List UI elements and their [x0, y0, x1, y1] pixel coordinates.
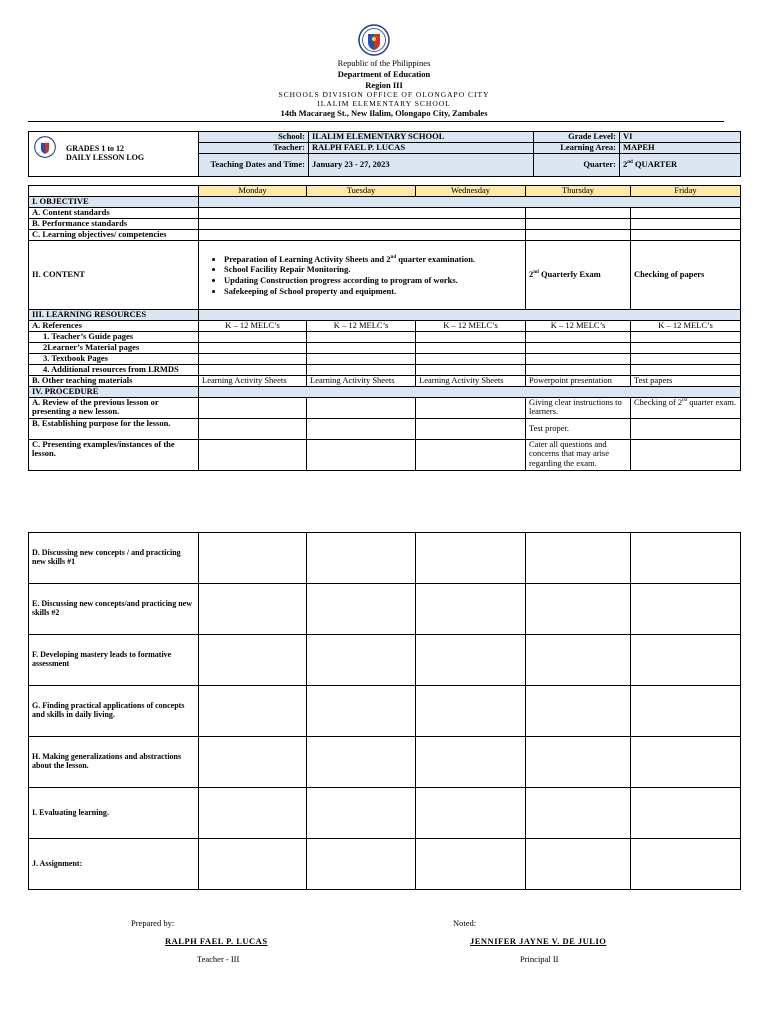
- review-thursday: Giving clear instructions to learners.: [526, 398, 631, 419]
- learning-area-label: Learning Area:: [534, 143, 620, 154]
- day-thursday: Thursday: [526, 186, 631, 197]
- info-table: [28, 131, 741, 177]
- presenting-label: C. Presenting examples/instances of the lesson.: [29, 440, 199, 471]
- grade-level-value: VI: [620, 132, 741, 143]
- review-label: A. Review of the previous lesson or presenting a new lesson.: [29, 398, 199, 419]
- purpose-thursday: Test proper.: [526, 419, 631, 440]
- region-text: Region III: [365, 80, 403, 90]
- dll-label: DAILY LESSON LOG: [66, 153, 145, 162]
- quarter-value: 2nd QUARTER: [620, 154, 741, 177]
- other-materials-label: B. Other teaching materials: [29, 376, 199, 387]
- discussing-2-label: E. Discussing new concepts/and practicing new skills #2: [29, 584, 199, 635]
- day-wednesday: Wednesday: [416, 186, 526, 197]
- prepared-by-label: Prepared by:: [131, 918, 175, 928]
- teaching-dates-label: Teaching Dates and Time:: [199, 154, 309, 177]
- discussing-1-label: D. Discussing new concepts / and practicing new skills #1: [29, 533, 199, 584]
- materials-monday: Learning Activity Sheets: [199, 376, 307, 387]
- deped-seal-small-icon: [34, 136, 56, 158]
- lesson-log-table-continued: [28, 532, 741, 890]
- list-item: • School Facility Repair Monitoring.: [224, 264, 522, 275]
- learning-area-value: MAPEH: [620, 143, 741, 154]
- prepared-by-title: Teacher - III: [197, 954, 240, 964]
- melc-wednesday: K – 12 MELC’s: [416, 321, 526, 332]
- noted-name: JENNIFER JAYNE V. DE JULIO: [470, 936, 607, 946]
- school-header-text: ILALIM ELEMENTARY SCHOOL: [317, 99, 451, 108]
- prepared-by-name: RALPH FAEL P. LUCAS: [165, 936, 268, 946]
- textbook-label: 3. Textbook Pages: [29, 354, 199, 365]
- melc-tuesday: K – 12 MELC’s: [307, 321, 416, 332]
- school-value: ILALIM ELEMENTARY SCHOOL: [309, 132, 534, 143]
- deped-seal-icon: [358, 24, 390, 56]
- content-heading: II. CONTENT: [29, 241, 199, 310]
- teacher-label: Teacher:: [199, 143, 309, 154]
- objective-heading: I. OBJECTIVE: [29, 197, 199, 208]
- list-item: • Preparation of Learning Activity Sheets and 2nd quarter examination.: [224, 254, 522, 265]
- melc-monday: K – 12 MELC’s: [199, 321, 307, 332]
- purpose-label: B. Establishing purpose for the lesson.: [29, 419, 199, 440]
- materials-tuesday: Learning Activity Sheets: [307, 376, 416, 387]
- department-text: Department of Education: [337, 69, 431, 79]
- list-item: • Safekeeping of School property and equipment.: [224, 286, 522, 297]
- objective-band: [199, 197, 741, 208]
- title-cell: [29, 132, 199, 177]
- header-divider: [28, 121, 724, 122]
- applications-label: G. Finding practical applications of concepts and skills in daily living.: [29, 686, 199, 737]
- resources-heading: III. LEARNING RESOURCES: [29, 310, 199, 321]
- noted-title: Principal II: [520, 954, 559, 964]
- performance-standards-label: B. Performance standards: [29, 219, 199, 230]
- school-label: School:: [199, 132, 309, 143]
- learner-label: 2Learner’s Material pages: [29, 343, 199, 354]
- review-friday: Checking of 2nd quarter exam.: [631, 398, 741, 419]
- mastery-label: F. Developing mastery leads to formative assessment: [29, 635, 199, 686]
- content-list: [202, 254, 522, 297]
- address-text: 14th Macaraeg St., New Ilalim, Olongapo City, Zambales: [280, 108, 488, 118]
- materials-wednesday: Learning Activity Sheets: [416, 376, 526, 387]
- grade-level-label: Grade Level:: [534, 132, 620, 143]
- objectives-label: C. Learning objectives/ competencies: [29, 230, 199, 241]
- republic-text: Republic of the Philippines: [337, 58, 431, 68]
- guide-label: 1. Teacher’s Guide pages: [29, 332, 199, 343]
- friday-content: Checking of papers: [631, 241, 741, 310]
- noted-label: Noted:: [453, 918, 477, 928]
- generalizations-label: H. Making generalizations and abstractions about the lesson.: [29, 737, 199, 788]
- corner-cell: [29, 186, 199, 197]
- assignment-label: J. Assignment:: [29, 839, 199, 890]
- thursday-content: 2nd Quarterly Exam: [526, 241, 631, 310]
- content-list-cell: [199, 241, 526, 310]
- materials-friday: Test papers: [631, 376, 741, 387]
- additional-label: 4. Additional resources from LRMDS: [29, 365, 199, 376]
- day-tuesday: Tuesday: [307, 186, 416, 197]
- list-item: • Updating Construction progress according to program of works.: [224, 275, 522, 286]
- division-text: SCHOOLS DIVISION OFFICE OF OLONGAPO CITY: [278, 90, 490, 99]
- teaching-dates-value: January 23 - 27, 2023: [309, 154, 534, 177]
- day-monday: Monday: [199, 186, 307, 197]
- materials-thursday: Powerpoint presentation: [526, 376, 631, 387]
- procedure-heading: IV. PROCEDURE: [29, 387, 199, 398]
- melc-thursday: K – 12 MELC’s: [526, 321, 631, 332]
- content-standards-label: A. Content standards: [29, 208, 199, 219]
- references-label: A. References: [29, 321, 199, 332]
- teacher-value: RALPH FAEL P. LUCAS: [309, 143, 534, 154]
- evaluating-label: I. Evaluating learning.: [29, 788, 199, 839]
- presenting-thursday: Cater all questions and concerns that may arise regarding the exam.: [526, 440, 631, 471]
- day-friday: Friday: [631, 186, 741, 197]
- lesson-log-table: [28, 185, 741, 471]
- melc-friday: K – 12 MELC’s: [631, 321, 741, 332]
- quarter-label: Quarter:: [534, 154, 620, 177]
- grades-label: GRADES 1 to 12: [66, 144, 125, 154]
